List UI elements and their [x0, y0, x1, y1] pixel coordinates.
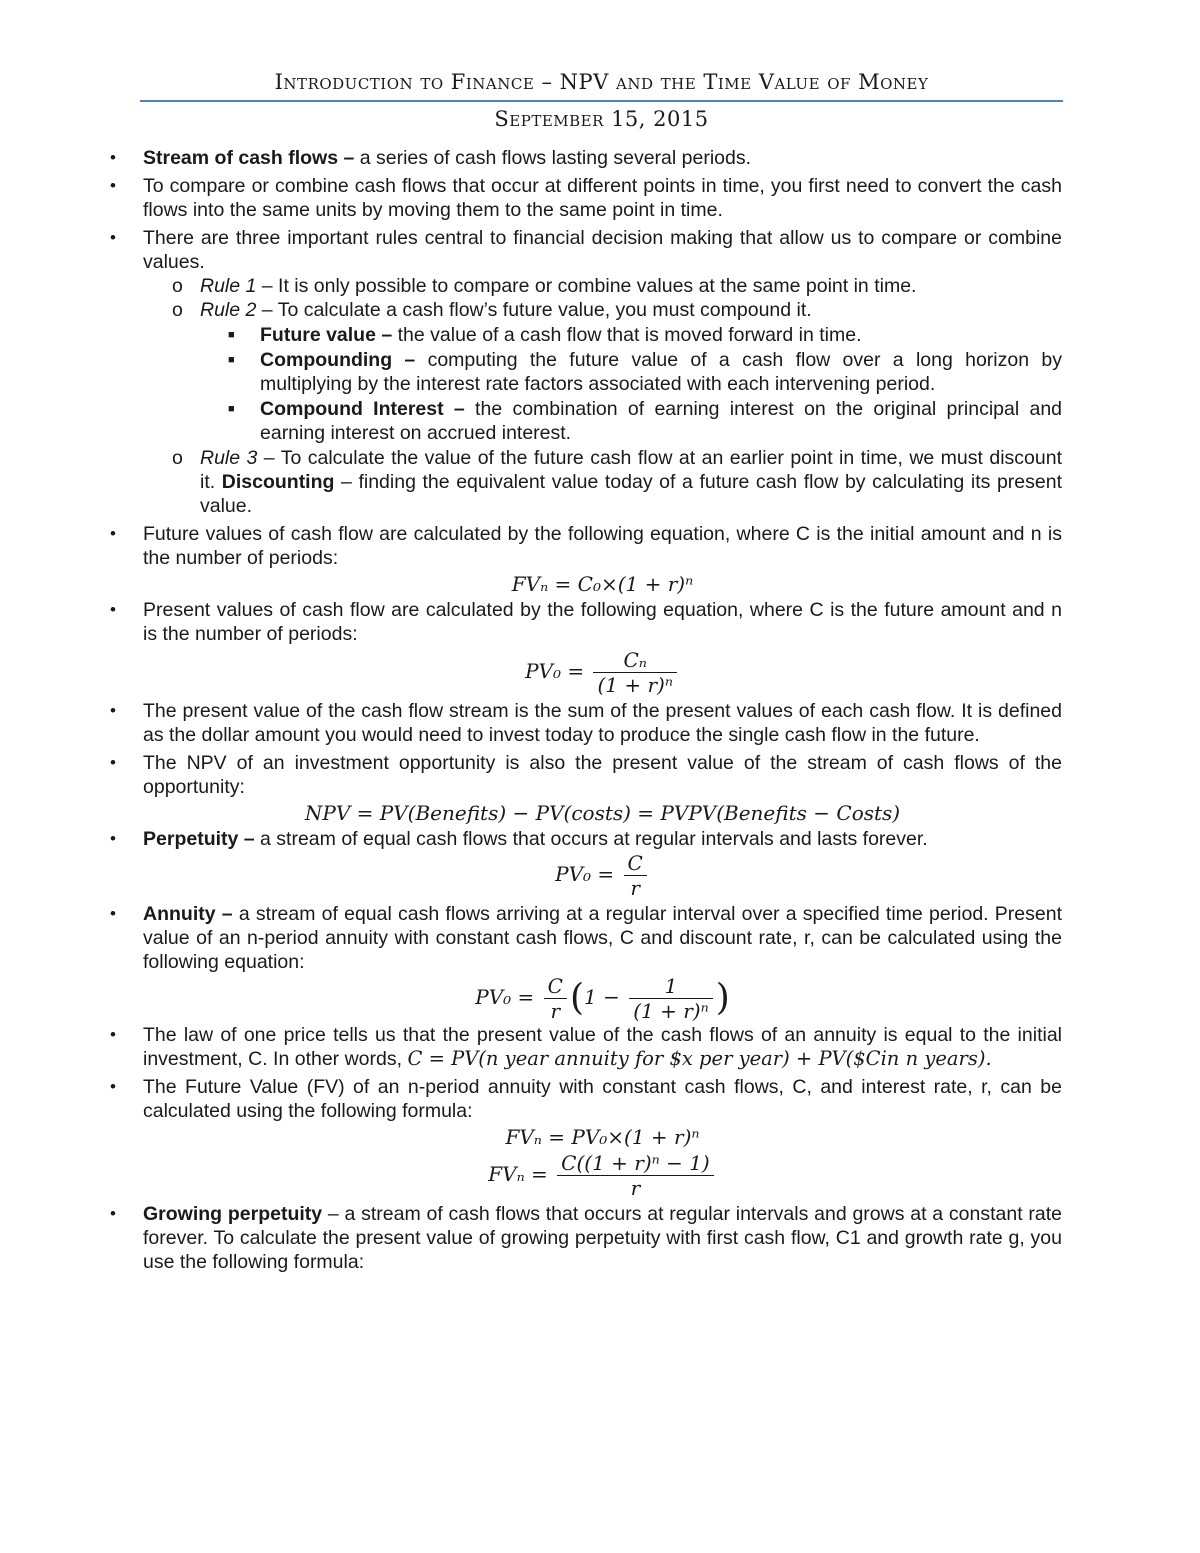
equation-fv-annuity-1: FVₙ = PV₀×(1 + r)ⁿ: [505, 1125, 700, 1149]
title-divider: [140, 100, 1063, 102]
sub-item-compounding: [104, 348, 1062, 396]
page-title: Introduction to Finance – NPV and the Time Value of Money: [274, 70, 929, 94]
sub-item-future-value: [104, 323, 1062, 347]
fraction: [593, 648, 676, 697]
equation-term: 1 −: [584, 985, 620, 1009]
bullet-text: The Future Value (FV) of an n-period annuity with constant cash flows, C, and interest rate, r, can be calculated using the following formula:: [143, 1076, 1062, 1122]
fraction: [624, 851, 647, 900]
bullet-annuity: [104, 902, 1062, 974]
definition-text: – a stream of cash flows that occurs at regular intervals and grows at a constant rate forever. To calculate the present value of growing perpetuity with first cash flow, C1 and growth rate g, you use the following formula:: [143, 1203, 1062, 1273]
bullet-future-value-equation: [104, 522, 1062, 570]
term-discounting: Discounting: [221, 471, 335, 493]
bullet-three-rules: [104, 226, 1062, 274]
definition-text: a series of cash flows lasting several periods.: [354, 147, 752, 169]
equation-law-of-one-price: C = PV(n year annuity for $x per year) + PV($Cin n years).: [407, 1047, 992, 1070]
bullet-text: Present values of cash flow are calculated by the following equation, where C is the future amount and n is the number of periods:: [143, 599, 1062, 645]
equation-future-value: FVₙ = C₀×(1 + r)ⁿ: [511, 572, 694, 596]
bullet-text: The law of one price tells us that the present value of the cash flows of an annuity is equal to the initial investment, C. In other words,: [143, 1024, 1062, 1070]
denominator: r: [557, 1175, 714, 1200]
term-compound-interest: Compound Interest –: [260, 398, 465, 420]
definition-text: the combination of earning interest on the original principal and earning interest on accrued interest.: [260, 398, 1063, 444]
denominator: r: [624, 875, 647, 900]
rule-2-text: – To calculate a cash flow’s future value, you must compound it.: [256, 299, 812, 321]
numerator: C: [547, 974, 563, 998]
denominator: (1 + r)ⁿ: [629, 998, 712, 1023]
bullet-present-value-equation: [104, 598, 1062, 646]
bullet-text: The present value of the cash flow stream is the sum of the present values of each cash flow. It is defined as the dollar amount you would need to invest today to produce the single cash flow in the future.: [143, 700, 1062, 746]
equation-fv-annuity-2: [104, 1151, 1062, 1200]
equation-lhs: FVₙ =: [488, 1162, 548, 1186]
bullet-law-of-one-price: [104, 1023, 1062, 1071]
fraction: [629, 974, 712, 1023]
denominator: r: [544, 998, 567, 1023]
term-stream-of-cash-flows: Stream of cash flows –: [143, 147, 355, 169]
numerator: C: [627, 851, 643, 875]
term-growing-perpetuity: Growing perpetuity: [143, 1203, 323, 1225]
right-paren: ): [715, 977, 730, 1019]
bullet-future-value-annuity: [104, 1075, 1062, 1123]
bullet-npv: [104, 751, 1062, 799]
equation-npv: NPV = PV(Benefits) − PV(costs) = PVPV(Benefits − Costs): [304, 801, 901, 825]
left-paren: (: [569, 977, 585, 1019]
denominator: (1 + r)ⁿ: [593, 672, 676, 697]
numerator: 1: [664, 974, 678, 998]
term-future-value: Future value –: [260, 324, 393, 346]
rule-2-item: [104, 298, 1062, 322]
definition-text: the value of a cash flow that is moved forward in time.: [392, 324, 862, 346]
bullet-compare-cash-flows: [104, 174, 1062, 222]
definition-text: a stream of equal cash flows arriving at a regular interval over a specified time period. Present value of an n-period annuity with constant cash flows, C and discount rate, r, can be calculated using the following equation:: [143, 903, 1062, 973]
notes-body: [104, 146, 1062, 1274]
rule-2-label: Rule 2: [200, 299, 257, 321]
rule-3-label: Rule 3: [200, 447, 258, 469]
equation-lhs: PV₀ =: [525, 659, 585, 683]
equation-perpetuity: [104, 851, 1062, 900]
definition-text: a stream of equal cash flows that occurs at regular intervals and lasts forever.: [254, 828, 928, 850]
numerator: C((1 + r)ⁿ − 1): [561, 1151, 710, 1175]
fraction: [544, 974, 567, 1023]
term-annuity: Annuity –: [143, 903, 233, 925]
term-compounding: Compounding –: [260, 349, 416, 371]
rule-1-label: Rule 1: [200, 275, 257, 297]
definition-text: – finding the equivalent value today of a future cash flow by calculating its present value.: [200, 471, 1062, 517]
fraction: [557, 1151, 714, 1200]
term-perpetuity: Perpetuity –: [143, 828, 255, 850]
equation-annuity: [104, 974, 1062, 1023]
bullet-pv-of-stream: [104, 699, 1062, 747]
rule-1-text: – It is only possible to compare or combine values at the same point in time.: [256, 275, 917, 297]
bullet-text: Future values of cash flow are calculated by the following equation, where C is the initial amount and n is the number of periods:: [143, 523, 1062, 569]
bullet-growing-perpetuity: [104, 1202, 1062, 1274]
equation-lhs: PV₀ =: [475, 985, 535, 1009]
definition-text: computing the future value of a cash flow over a long horizon by multiplying by the interest rate factors associated with each intervening period.: [260, 349, 1062, 395]
rule-3-text: – To calculate the value of the future cash flow at an earlier point in time, we must discount it.: [200, 447, 1062, 493]
rule-1-item: [104, 274, 1062, 298]
numerator: Cₙ: [623, 648, 647, 672]
equation-present-value: [104, 648, 1062, 697]
rule-3-item: [104, 446, 1062, 518]
page-date: September 15, 2015: [494, 107, 709, 131]
bullet-text: The NPV of an investment opportunity is also the present value of the stream of cash flows of the opportunity:: [143, 752, 1062, 798]
equation-lhs: PV₀ =: [555, 862, 615, 886]
bullet-perpetuity: [104, 827, 1062, 851]
bullet-stream-of-cash-flows: [104, 146, 1062, 170]
sub-item-compound-interest: [104, 397, 1062, 445]
bullet-text: To compare or combine cash flows that occur at different points in time, you first need to convert the cash flows into the same units by moving them to the same point in time.: [143, 175, 1062, 221]
bullet-text: There are three important rules central to financial decision making that allow us to compare or combine values.: [143, 227, 1062, 273]
